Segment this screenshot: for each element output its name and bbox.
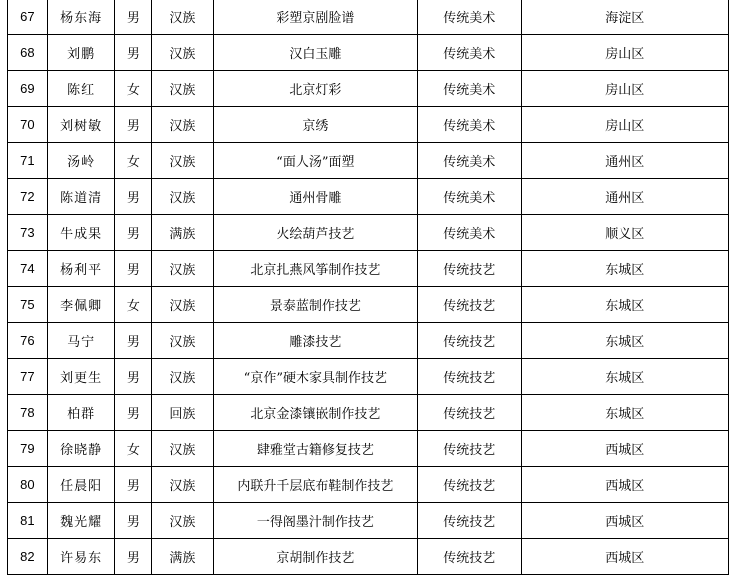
district-cell: 通州区 bbox=[521, 179, 728, 215]
category-cell: 传统技艺 bbox=[418, 395, 521, 431]
gender-cell: 男 bbox=[115, 395, 152, 431]
inheritor-name: 杨东海 bbox=[47, 0, 115, 35]
project-name: 北京金漆镶嵌制作技艺 bbox=[213, 395, 418, 431]
category-cell: 传统技艺 bbox=[418, 431, 521, 467]
gender-cell: 男 bbox=[115, 107, 152, 143]
category-cell: 传统美术 bbox=[418, 215, 521, 251]
project-name: 景泰蓝制作技艺 bbox=[213, 287, 418, 323]
district-cell: 西城区 bbox=[521, 431, 728, 467]
gender-cell: 男 bbox=[115, 539, 152, 575]
project-name: “面人汤”面塑 bbox=[213, 143, 418, 179]
table-row bbox=[8, 395, 729, 431]
ethnicity-cell: 汉族 bbox=[152, 287, 213, 323]
inheritor-name: 魏光耀 bbox=[47, 503, 115, 539]
project-name: 雕漆技艺 bbox=[213, 323, 418, 359]
district-cell: 顺义区 bbox=[521, 215, 728, 251]
row-number: 82 bbox=[8, 539, 48, 575]
row-number: 81 bbox=[8, 503, 48, 539]
project-name: 北京扎燕风筝制作技艺 bbox=[213, 251, 418, 287]
inheritor-name: 马宁 bbox=[47, 323, 115, 359]
table-row bbox=[8, 539, 729, 575]
gender-cell: 女 bbox=[115, 287, 152, 323]
gender-cell: 男 bbox=[115, 215, 152, 251]
gender-cell: 男 bbox=[115, 359, 152, 395]
inheritor-name: 牛成果 bbox=[47, 215, 115, 251]
gender-cell: 男 bbox=[115, 323, 152, 359]
row-number: 75 bbox=[8, 287, 48, 323]
district-cell: 东城区 bbox=[521, 251, 728, 287]
gender-cell: 女 bbox=[115, 431, 152, 467]
category-cell: 传统技艺 bbox=[418, 287, 521, 323]
inheritor-table-container bbox=[7, 0, 729, 575]
table-row bbox=[8, 251, 729, 287]
row-number: 70 bbox=[8, 107, 48, 143]
table-row bbox=[8, 503, 729, 539]
inheritor-name: 刘更生 bbox=[47, 359, 115, 395]
project-name: 一得阁墨汁制作技艺 bbox=[213, 503, 418, 539]
table-row bbox=[8, 143, 729, 179]
ethnicity-cell: 汉族 bbox=[152, 71, 213, 107]
ethnicity-cell: 汉族 bbox=[152, 323, 213, 359]
category-cell: 传统技艺 bbox=[418, 539, 521, 575]
inheritor-table bbox=[7, 0, 729, 575]
district-cell: 西城区 bbox=[521, 503, 728, 539]
inheritor-name: 任晨阳 bbox=[47, 467, 115, 503]
row-number: 67 bbox=[8, 0, 48, 35]
table-row bbox=[8, 179, 729, 215]
project-name: 内联升千层底布鞋制作技艺 bbox=[213, 467, 418, 503]
inheritor-name: 徐晓静 bbox=[47, 431, 115, 467]
project-name: 京绣 bbox=[213, 107, 418, 143]
district-cell: 房山区 bbox=[521, 71, 728, 107]
ethnicity-cell: 汉族 bbox=[152, 0, 213, 35]
district-cell: 通州区 bbox=[521, 143, 728, 179]
category-cell: 传统技艺 bbox=[418, 359, 521, 395]
row-number: 76 bbox=[8, 323, 48, 359]
table-row bbox=[8, 431, 729, 467]
category-cell: 传统美术 bbox=[418, 143, 521, 179]
inheritor-name: 杨利平 bbox=[47, 251, 115, 287]
district-cell: 东城区 bbox=[521, 395, 728, 431]
project-name: 肆雅堂古籍修复技艺 bbox=[213, 431, 418, 467]
table-row bbox=[8, 215, 729, 251]
table-row bbox=[8, 323, 729, 359]
category-cell: 传统技艺 bbox=[418, 467, 521, 503]
row-number: 74 bbox=[8, 251, 48, 287]
inheritor-name: 刘鹏 bbox=[47, 35, 115, 71]
category-cell: 传统美术 bbox=[418, 0, 521, 35]
inheritor-name: 汤岭 bbox=[47, 143, 115, 179]
table-row bbox=[8, 107, 729, 143]
ethnicity-cell: 汉族 bbox=[152, 35, 213, 71]
gender-cell: 男 bbox=[115, 251, 152, 287]
project-name: 火绘葫芦技艺 bbox=[213, 215, 418, 251]
inheritor-name: 许易东 bbox=[47, 539, 115, 575]
row-number: 77 bbox=[8, 359, 48, 395]
category-cell: 传统美术 bbox=[418, 71, 521, 107]
table-row bbox=[8, 467, 729, 503]
ethnicity-cell: 汉族 bbox=[152, 107, 213, 143]
ethnicity-cell: 汉族 bbox=[152, 251, 213, 287]
row-number: 73 bbox=[8, 215, 48, 251]
project-name: 通州骨雕 bbox=[213, 179, 418, 215]
project-name: 汉白玉雕 bbox=[213, 35, 418, 71]
inheritor-name: 陈红 bbox=[47, 71, 115, 107]
row-number: 78 bbox=[8, 395, 48, 431]
district-cell: 房山区 bbox=[521, 35, 728, 71]
district-cell: 西城区 bbox=[521, 467, 728, 503]
row-number: 71 bbox=[8, 143, 48, 179]
ethnicity-cell: 汉族 bbox=[152, 143, 213, 179]
ethnicity-cell: 汉族 bbox=[152, 467, 213, 503]
category-cell: 传统美术 bbox=[418, 35, 521, 71]
ethnicity-cell: 满族 bbox=[152, 539, 213, 575]
category-cell: 传统技艺 bbox=[418, 251, 521, 287]
gender-cell: 男 bbox=[115, 503, 152, 539]
inheritor-name: 李佩卿 bbox=[47, 287, 115, 323]
table-body bbox=[8, 0, 729, 575]
category-cell: 传统技艺 bbox=[418, 503, 521, 539]
table-row bbox=[8, 359, 729, 395]
gender-cell: 女 bbox=[115, 71, 152, 107]
inheritor-name: 柏群 bbox=[47, 395, 115, 431]
project-name: 北京灯彩 bbox=[213, 71, 418, 107]
category-cell: 传统美术 bbox=[418, 107, 521, 143]
row-number: 79 bbox=[8, 431, 48, 467]
inheritor-name: 陈道清 bbox=[47, 179, 115, 215]
ethnicity-cell: 汉族 bbox=[152, 359, 213, 395]
row-number: 80 bbox=[8, 467, 48, 503]
inheritor-name: 刘树敏 bbox=[47, 107, 115, 143]
ethnicity-cell: 汉族 bbox=[152, 503, 213, 539]
project-name: 彩塑京剧脸谱 bbox=[213, 0, 418, 35]
gender-cell: 男 bbox=[115, 0, 152, 35]
district-cell: 东城区 bbox=[521, 323, 728, 359]
project-name: 京胡制作技艺 bbox=[213, 539, 418, 575]
district-cell: 海淀区 bbox=[521, 0, 728, 35]
gender-cell: 男 bbox=[115, 467, 152, 503]
district-cell: 西城区 bbox=[521, 539, 728, 575]
ethnicity-cell: 回族 bbox=[152, 395, 213, 431]
gender-cell: 女 bbox=[115, 143, 152, 179]
row-number: 72 bbox=[8, 179, 48, 215]
ethnicity-cell: 汉族 bbox=[152, 431, 213, 467]
ethnicity-cell: 满族 bbox=[152, 215, 213, 251]
row-number: 68 bbox=[8, 35, 48, 71]
table-row bbox=[8, 287, 729, 323]
row-number: 69 bbox=[8, 71, 48, 107]
table-row bbox=[8, 0, 729, 35]
ethnicity-cell: 汉族 bbox=[152, 179, 213, 215]
district-cell: 东城区 bbox=[521, 359, 728, 395]
district-cell: 房山区 bbox=[521, 107, 728, 143]
table-row bbox=[8, 35, 729, 71]
gender-cell: 男 bbox=[115, 179, 152, 215]
table-row bbox=[8, 71, 729, 107]
category-cell: 传统技艺 bbox=[418, 323, 521, 359]
project-name: “京作”硬木家具制作技艺 bbox=[213, 359, 418, 395]
category-cell: 传统美术 bbox=[418, 179, 521, 215]
district-cell: 东城区 bbox=[521, 287, 728, 323]
gender-cell: 男 bbox=[115, 35, 152, 71]
